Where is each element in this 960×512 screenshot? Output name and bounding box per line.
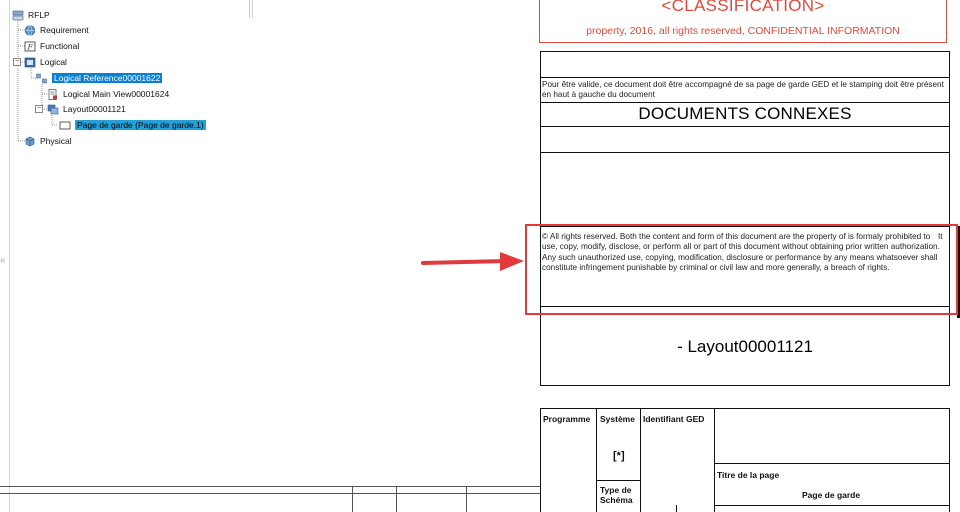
- tree-item-label: Physical: [40, 136, 72, 146]
- highlight-frame: [525, 224, 958, 315]
- tree-item-label: Requirement: [40, 25, 89, 35]
- tree-item-page-de-garde[interactable]: [59, 118, 206, 132]
- tree-item-label: Logical: [40, 57, 67, 67]
- function-icon: [24, 41, 36, 52]
- title-block-programme: Programme: [543, 414, 591, 424]
- panel-splitter-top[interactable]: [249, 0, 250, 18]
- tree-item-label: Functional: [40, 41, 80, 51]
- tree-item-functional[interactable]: [24, 39, 79, 53]
- globe-icon: [24, 25, 36, 36]
- logical-icon: [24, 57, 36, 68]
- classification-line: property, 2016, all rights reserved, CONFIDENTIAL INFORMATION: [586, 25, 900, 37]
- title-block-type-label: Type de Schéma: [600, 485, 633, 505]
- title-block-titre-value: Page de garde: [802, 490, 861, 500]
- tree-item-label: RFLP: [28, 10, 50, 20]
- collapse-toggle-logical[interactable]: −: [14, 58, 20, 65]
- tree-item-layout[interactable]: [47, 102, 126, 116]
- collapse-toggle-layout[interactable]: −: [36, 105, 42, 112]
- tree-item-label: Page de garde (Page de garde.1): [77, 120, 204, 130]
- tree-item-physical[interactable]: [24, 134, 72, 148]
- rflp-root-icon: [12, 10, 24, 21]
- tree-item-requirement[interactable]: [24, 23, 89, 37]
- physical-icon: [24, 136, 36, 147]
- rights-notice: © All rights reserved. Both the content and form of this document are the property of is formaly prohibited to use, copy, modify, disclose, or perform all or part of this document without obtaining prior written authorization. Any such unauthorized use, copying, modification, disclosure or performance by any means whatsoever shall constitute infringement punishable by criminal or civil law and more generally, a breach of rights.: [542, 232, 940, 273]
- svg-text:F: F: [27, 43, 33, 51]
- tree-item-rflp[interactable]: [12, 8, 50, 22]
- title-block-systeme-value: [*]: [613, 450, 625, 462]
- rights-notice-it: It: [938, 232, 943, 241]
- title-block-systeme: Système: [600, 414, 635, 424]
- tree-item-logical-reference[interactable]: [36, 71, 162, 85]
- tree-item-label: Logical Reference00001622: [54, 73, 161, 83]
- sheet-icon: [59, 120, 71, 131]
- layout-name: - Layout00001121: [677, 337, 813, 356]
- expand-panel-chevron-icon[interactable]: «: [0, 255, 6, 266]
- reference-icon: [36, 73, 48, 84]
- tree-item-logical-main-view[interactable]: [47, 87, 169, 101]
- tree-item-label: Layout00001121: [63, 104, 126, 114]
- tree-item-label: Logical Main View00001624: [63, 89, 170, 99]
- panel-splitter-top-2[interactable]: [252, 0, 253, 18]
- classification-title: <CLASSIFICATION>: [661, 0, 825, 15]
- document-icon: [47, 89, 59, 100]
- annotation-arrow-icon: [420, 250, 530, 276]
- lower-table-grid: [0, 486, 540, 512]
- tree-item-logical[interactable]: [24, 55, 67, 69]
- title-block-titre-label: Titre de la page: [717, 470, 780, 480]
- rflp-tree: [0, 0, 250, 512]
- documents-connexes-title: DOCUMENTS CONNEXES: [638, 104, 852, 123]
- panel-border-left: [9, 0, 10, 512]
- title-block-identifiant: Identifiant GED: [643, 414, 705, 424]
- validity-notice: Pour être valide, ce document doit être accompagné de sa page de garde GED et le stamping doit être présent en haut à gauche du document: [542, 80, 944, 99]
- layout-icon: [47, 104, 59, 115]
